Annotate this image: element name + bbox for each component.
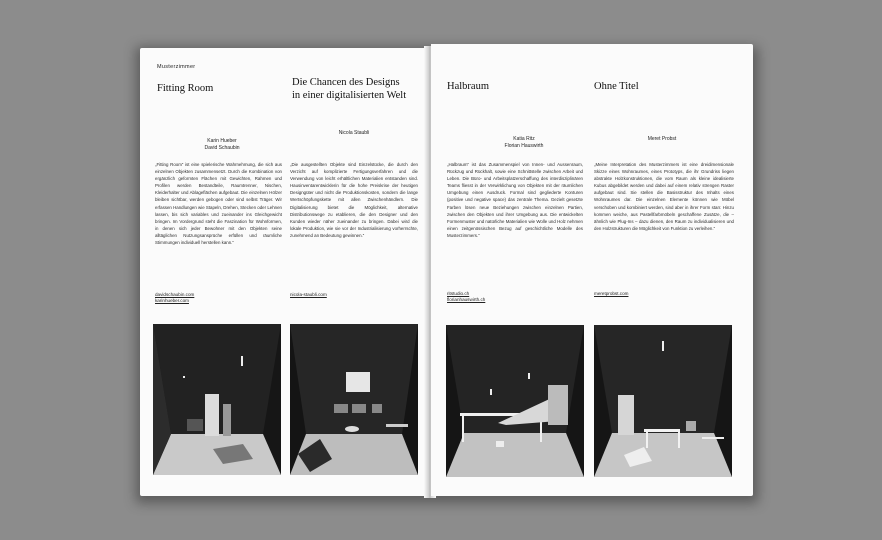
article-title-ohne-titel: Ohne Titel — [594, 81, 639, 92]
link-text[interactable]: karinhueber.com — [155, 298, 189, 303]
author-name: David Schaubin — [204, 145, 240, 151]
link-text[interactable]: ritstudio.ch — [447, 291, 470, 296]
article-title-fitting-room: Fitting Room — [157, 83, 214, 94]
article-body: „Fitting Room“ ist eine spielerische Wahrnehmung, die sich aus einzelnen Objekten zusammensetzt. Durch die Kombination von ergänzlich geformten Flächen mit Gewichten, Rahmen und Profilen werden Bestandteile, Raumtrenner, Nischen, Kleiderhalter und Ablageflächen aufgebaut. Die einzelnen Hölzer bleiben sichtbar, werden gebogen oder sind selbst Träger. Wir erfassen Handlungen wie Stapeln, Drehen, Stecken oder Lehnen lassen, bis sich variables und zueinander ins Gleichgewicht bringen. Im Vordergrund steht die Faszination für Wohnformen, in denen sich jeder Bewohner mit den Objekten seine alltäglichen Nutzungsansprüche erfüllen und räumliche Stimmungen individuell herstellen kann.“ — [155, 162, 282, 246]
title-line: in einer digitalisierten Welt — [292, 90, 407, 101]
author-credit — [324, 130, 384, 137]
website-link[interactable] — [155, 292, 194, 304]
link-text[interactable]: meretprobst.com — [594, 291, 629, 296]
room-photo — [290, 324, 418, 475]
author-credit — [489, 136, 559, 150]
article-body: „Meine Interpretation des Musterzimmers ist eine dreidimensionale Skizze eines Wohnraumes, eines Prototyps, die ihr Grundriss liegen abstrakte Holzkonstruktionen, die vom Raum als kleine idealisierte Kubus abgebildet werden und dabei auf einem relativ strengen Raster aufgebaut sind. Sie stellen die Basisstruktur des Inhalts eines Wohnraumes dar. Die einzelnen Elemente können wie Möbel verschoben und kombiniert werden, sind aber in ihrer Form starr. Hinzu kommen weiche, aus Pastellfarbmöbeln geschaffene Zusätze, die – ähnlich wie Plug-Ins – dazu dienen, den Raum zu individualisieren und den Holzstrukturen die Möglichkeit von Funktion zu verleihen.“ — [594, 162, 734, 231]
website-link[interactable] — [447, 291, 485, 303]
link-text[interactable]: davidschaubin.com — [155, 292, 195, 297]
website-link[interactable] — [594, 291, 628, 297]
article-title-chancen — [292, 76, 428, 102]
room-photo — [446, 325, 584, 477]
room-photo — [594, 325, 732, 477]
author-name: Katia Ritz — [513, 136, 535, 142]
author-name: Florian Hauswirth — [504, 143, 544, 149]
article-title-halbraum: Halbraum — [447, 81, 489, 92]
article-body: „Die ausgestellten Objekte sind Einzelstücke, die durch den Verzicht auf komplizierte Fertigungsverfahren und die Verwendung von leicht erhältlichen Materialien entstanden sind. Hausinventarentwicklerin für die hohe Preiskrise der heutigen Designgüter und nicht die Produktionskosten, sondern die lange Wertschöpfungskette mit allen Zwischenhändlern. Die Digitalisierung bietet die Möglichkeit, alternative Distributionswege zu etablieren, die den Designer und den Kunden wieder näher zueinander zu bringen. Dabei wird die lokale Produktion, wie sie vor der Industrialisierung vorherrschte, zunehmend an Bedeutung gewinnen.“ — [290, 162, 418, 238]
title-line: Die Chancen des Designs — [292, 77, 400, 88]
article-body: „Halbraum“ ist das Zusammenspiel von Innen- und Aussenraum, Rückzug und Rückhalt, sowie eine Schnittstelle zwischen Arbeit und Leben. Die Büro- und Arbeitsplatzerschaffung des interdisziplinären Teams fliesst in der Verwirklichung von Objekten mit der räumlichen Umgebung einen Ausdruck. Formal sind gegliederte Konturen (positive und negative space) das zentrale Thema. Gezielt gesetzte Farben lösen neue Beziehungen zwischen einzelnen Partien, zwischen den Objekten und ihrer Umgebung aus. Die entwickelten Formenmuster und natürliche Materialien wie Wolle und Holz nehmen einen zeitgenössischen Bezug auf geschichtliche Modelle des Musterzimmers.“ — [447, 162, 583, 238]
section-label: Musterzimmer — [157, 64, 196, 70]
author-credit — [631, 136, 693, 143]
author-credit — [192, 138, 252, 152]
left-page — [140, 48, 428, 496]
author-name: Karin Hueber — [207, 138, 237, 144]
link-text[interactable]: nicola-staubli.com — [290, 292, 327, 297]
link-text[interactable]: florianhauswirth.ch — [447, 297, 486, 302]
right-page — [431, 44, 753, 496]
author-name: Nicola Staubli — [338, 130, 370, 136]
website-link[interactable] — [290, 292, 327, 298]
author-name: Meret Probst — [647, 136, 677, 142]
room-photo — [153, 324, 281, 475]
